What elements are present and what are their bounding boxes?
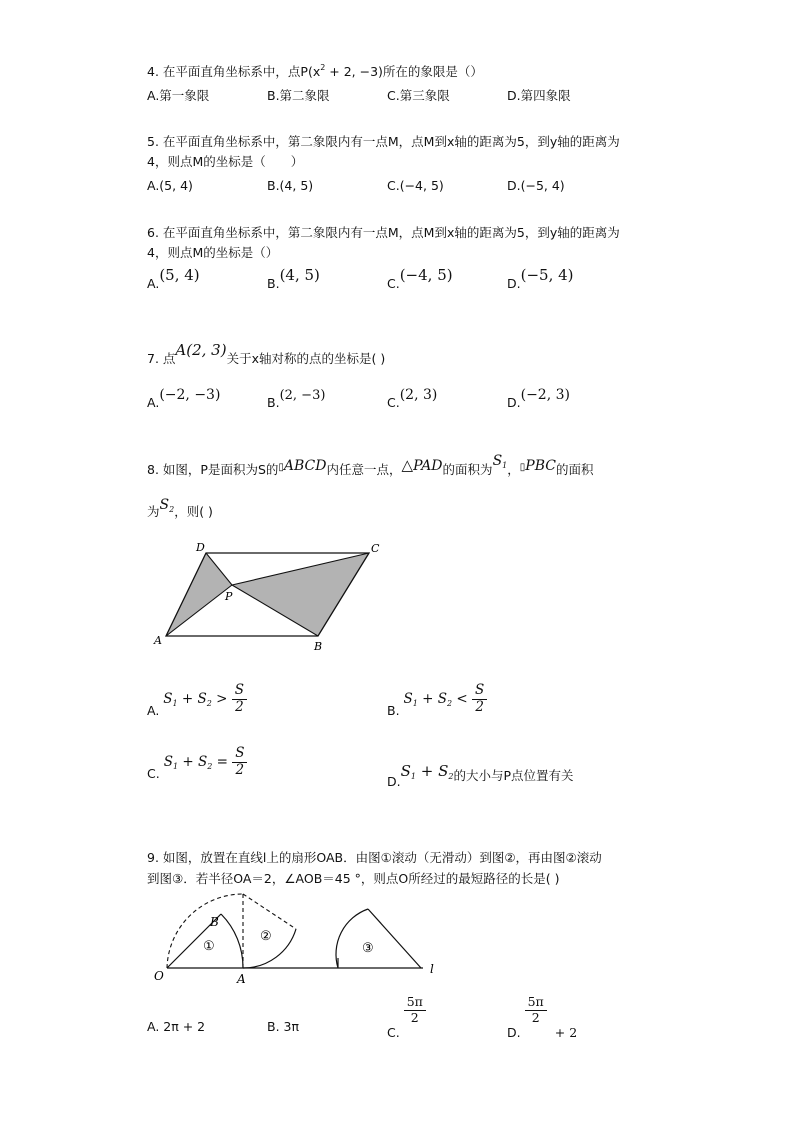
q8-option-c[interactable]: C. $S_1 + S_2$ = $\frac{S}{2}$ (147, 747, 247, 777)
q6-stem-line2: 4，则点M的坐标是（） (147, 245, 279, 260)
q9-option-b[interactable]: B. 3π (267, 1019, 300, 1034)
q7-option-c[interactable]: C.(2, 3) (387, 387, 438, 410)
label-figure-2: ② (260, 929, 272, 944)
q6-option-c[interactable]: C.(−4, 5) (387, 266, 453, 291)
sector-3-arc (336, 909, 368, 968)
label-line-l: l (430, 962, 434, 976)
q9-stem-line1: 9. 如图，放置在直线l上的扇形OAB．由图①滚动（无滑动）到图②，再由图②滚动 (147, 850, 602, 865)
label-o: O (154, 969, 164, 983)
sector-1-arc (221, 914, 243, 968)
q8-option-b[interactable]: B. $S_1 + S_2$ < $\frac{S}{2}$ (387, 684, 487, 714)
q9-sector-figure (150, 892, 440, 987)
q4-option-b[interactable]: B.第二象限 (267, 88, 330, 103)
label-b: B (314, 640, 323, 653)
q7-option-d[interactable]: D.(−2, 3) (507, 387, 570, 410)
q8-option-a[interactable]: A. $S_1 + S_2$ > $\frac{S}{2}$ (147, 684, 247, 714)
q5-stem-line1: 5. 在平面直角坐标系中，第二象限内有一点M，点M到x轴的距离为5，到y轴的距离为 (147, 134, 620, 149)
label-p: P (225, 590, 233, 603)
q8-parallelogram-figure (150, 538, 390, 653)
q6-option-b[interactable]: B.(4, 5) (267, 266, 320, 291)
q4-stem: 4. 在平面直角坐标系中，点$P(x^2 + 2$, −3)所在的象限是（） (147, 63, 483, 79)
label-b: B (210, 915, 219, 929)
q5-option-c[interactable]: C.(−4, 5) (387, 178, 444, 193)
q9-stem-line2: 到图③．若半径OA＝2，∠AOB＝45 °，则点O所经过的最短路径的长是( ) (147, 871, 560, 886)
q9-option-d[interactable]: D. $\frac{5\pi}{2}$ + 2 (507, 994, 578, 1040)
q6-stem-line1: 6. 在平面直角坐标系中，第二象限内有一点M，点M到x轴的距离为5，到y轴的距离为 (147, 225, 620, 240)
q5-option-d[interactable]: D.(−5, 4) (507, 178, 565, 193)
q8-stem-line1: 8. 如图，P是面积为S的▯ABCD内任意一点，△PAD的面积为$S_1$，▯PBC的面积 (147, 453, 594, 477)
q6-option-a[interactable]: A.(5, 4) (147, 266, 200, 291)
q4-option-a[interactable]: A.第一象限 (147, 88, 210, 103)
triangle-pad (166, 553, 232, 636)
q7-stem: 7. 点A(2, 3)关于x轴对称的点的坐标是( ) (147, 341, 386, 366)
q7-option-a[interactable]: A.(−2, −3) (147, 387, 221, 410)
q5-option-b[interactable]: B.(4, 5) (267, 178, 314, 193)
triangle-pbc (232, 553, 369, 636)
q8-s1: $S_1$ (492, 453, 508, 470)
label-a: A (237, 972, 246, 986)
q7-option-b[interactable]: B.(2, −3) (267, 388, 326, 410)
q4-option-d[interactable]: D.第四象限 (507, 88, 571, 103)
q8-option-d[interactable]: $D.S_1 + S_2$的大小与P点位置有关 (387, 762, 574, 789)
label-a: A (154, 634, 162, 647)
q8-s2: $S_2$ (159, 497, 175, 514)
q8-stem-line2: 为$S_2$，则( ) (147, 497, 213, 519)
label-d: D (196, 541, 205, 554)
q4-option-c[interactable]: C.第三象限 (387, 88, 450, 103)
q9-option-c[interactable]: C. $\frac{5\pi}{2}$ (387, 996, 426, 1024)
q5-stem-line2: 4，则点M的坐标是（ ） (147, 154, 304, 169)
label-figure-1: ① (203, 939, 215, 954)
label-figure-3: ③ (362, 941, 374, 956)
q9-option-a[interactable]: A. 2π + 2 (147, 1019, 206, 1034)
q6-option-d[interactable]: D.(−5, 4) (507, 266, 574, 291)
q5-option-a[interactable]: A.(5, 4) (147, 178, 193, 193)
label-c: C (371, 542, 380, 555)
